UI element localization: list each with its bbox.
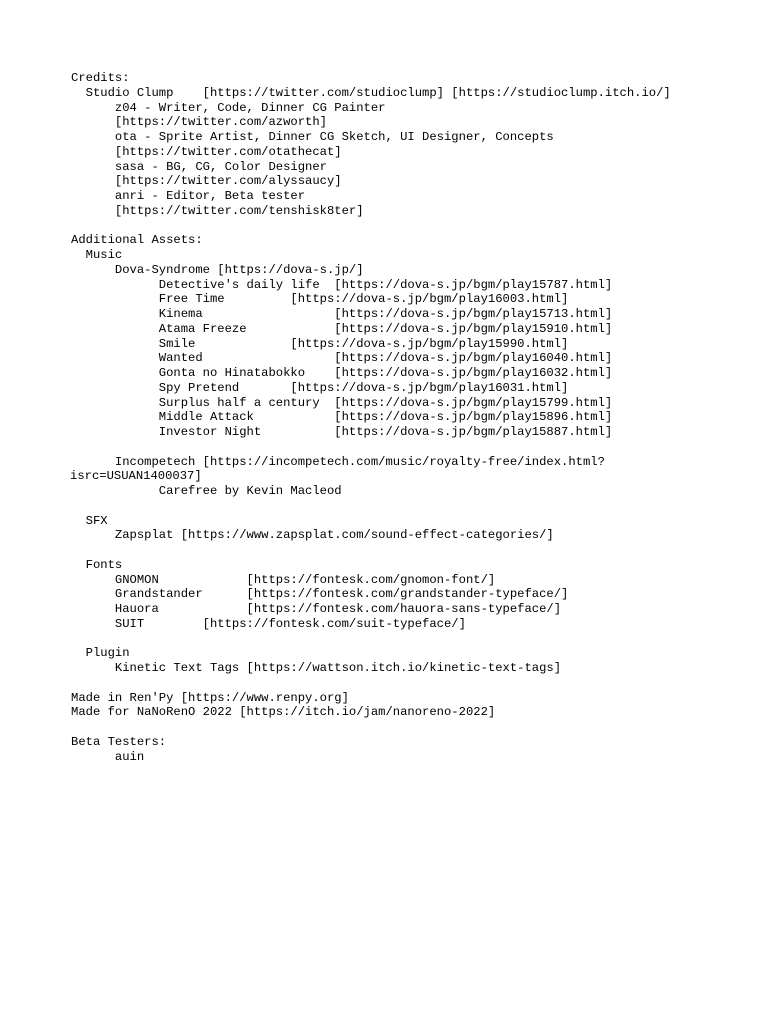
font-line: GNOMON [https://fontesk.com/gnomon-font/] — [71, 572, 496, 587]
credits-heading: Credits: — [71, 71, 130, 85]
beta-testers-heading: Beta Testers: — [71, 734, 167, 749]
music-heading: Music — [71, 248, 123, 262]
sfx-heading: SFX — [71, 513, 108, 528]
music-track-line: Smile [https://dova-s.jp/bgm/play15990.html] — [71, 336, 569, 351]
blank-line — [71, 632, 751, 647]
beta-tester-line: auin — [71, 749, 145, 764]
blank-line — [71, 676, 751, 691]
studio-clump-line: Studio Clump [https://twitter.com/studioclump] [https://studioclump.itch.io/] — [71, 85, 671, 100]
music-track-line: Surplus half a century [https://dova-s.jp/bgm/play15799.html] — [71, 395, 613, 410]
credit-line-ota: ota - Sprite Artist, Dinner CG Sketch, UI Designer, Concepts — [71, 130, 554, 144]
made-for-nanoreno-line: Made for NaNoRenO 2022 [https://itch.io/jam/nanoreno-2022] — [71, 705, 496, 720]
credit-line-sasa: sasa - BG, CG, Color Designer — [71, 159, 327, 174]
font-line: Hauora [https://fontesk.com/hauora-sans-typeface/] — [71, 602, 562, 616]
zapsplat-line: Zapsplat [https://www.zapsplat.com/sound-effect-categories/] — [71, 528, 554, 543]
plugin-heading: Plugin — [71, 646, 130, 661]
plugin-line: Kinetic Text Tags [https://wattson.itch.io/kinetic-text-tags] — [71, 661, 562, 675]
credit-line-z04: z04 - Writer, Code, Dinner CG Painter — [71, 100, 386, 115]
music-track-line: Kinema [https://dova-s.jp/bgm/play15713.html] — [71, 307, 613, 321]
music-track-line: Atama Freeze [https://dova-s.jp/bgm/play15910.html] — [71, 321, 613, 336]
music-track-line: Gonta no Hinatabokko [https://dova-s.jp/bgm/play16032.html] — [71, 366, 613, 380]
credit-link-sasa: [https://twitter.com/alyssaucy] — [71, 174, 342, 189]
font-line: SUIT [https://fontesk.com/suit-typeface/] — [71, 616, 466, 631]
music-track-line: Middle Attack [https://dova-s.jp/bgm/play15896.html] — [71, 410, 613, 425]
credit-line-anri: anri - Editor, Beta tester — [71, 189, 306, 203]
music-track-line: Detective's daily life [https://dova-s.jp/bgm/play15787.html] — [71, 277, 613, 292]
credit-link-anri: [https://twitter.com/tenshisk8ter] — [71, 203, 364, 218]
blank-line — [71, 440, 751, 455]
font-line: Grandstander [https://fontesk.com/grandstander-typeface/] — [71, 587, 569, 602]
blank-line — [71, 219, 751, 234]
made-in-renpy-line: Made in Ren'Py [https://www.renpy.org] — [71, 690, 349, 705]
music-track-line: Investor Night [https://dova-s.jp/bgm/play15887.html] — [71, 425, 613, 439]
blank-line — [71, 499, 751, 514]
incompetech-track-line: Carefree by Kevin Macleod — [71, 484, 342, 498]
blank-line — [71, 543, 751, 558]
dova-syndrome-line: Dova-Syndrome [https://dova-s.jp/] — [71, 262, 364, 277]
credit-link-ota: [https://twitter.com/otathecat] — [71, 144, 342, 159]
incompetech-line: Incompetech [https://incompetech.com/music/royalty-free/index.html? — [71, 454, 605, 469]
fonts-heading: Fonts — [71, 557, 123, 572]
credit-link-z04: [https://twitter.com/azworth] — [71, 115, 327, 130]
music-track-line: Free Time [https://dova-s.jp/bgm/play16003.html] — [71, 292, 569, 307]
blank-line — [71, 720, 751, 735]
additional-assets-heading: Additional Assets: — [71, 233, 203, 248]
incompetech-line-continued: isrc=USUAN1400037] — [70, 469, 202, 484]
music-track-line: Wanted [https://dova-s.jp/bgm/play16040.html] — [71, 351, 613, 366]
music-track-line: Spy Pretend [https://dova-s.jp/bgm/play16031.html] — [71, 380, 569, 395]
credits-document — [71, 71, 751, 764]
